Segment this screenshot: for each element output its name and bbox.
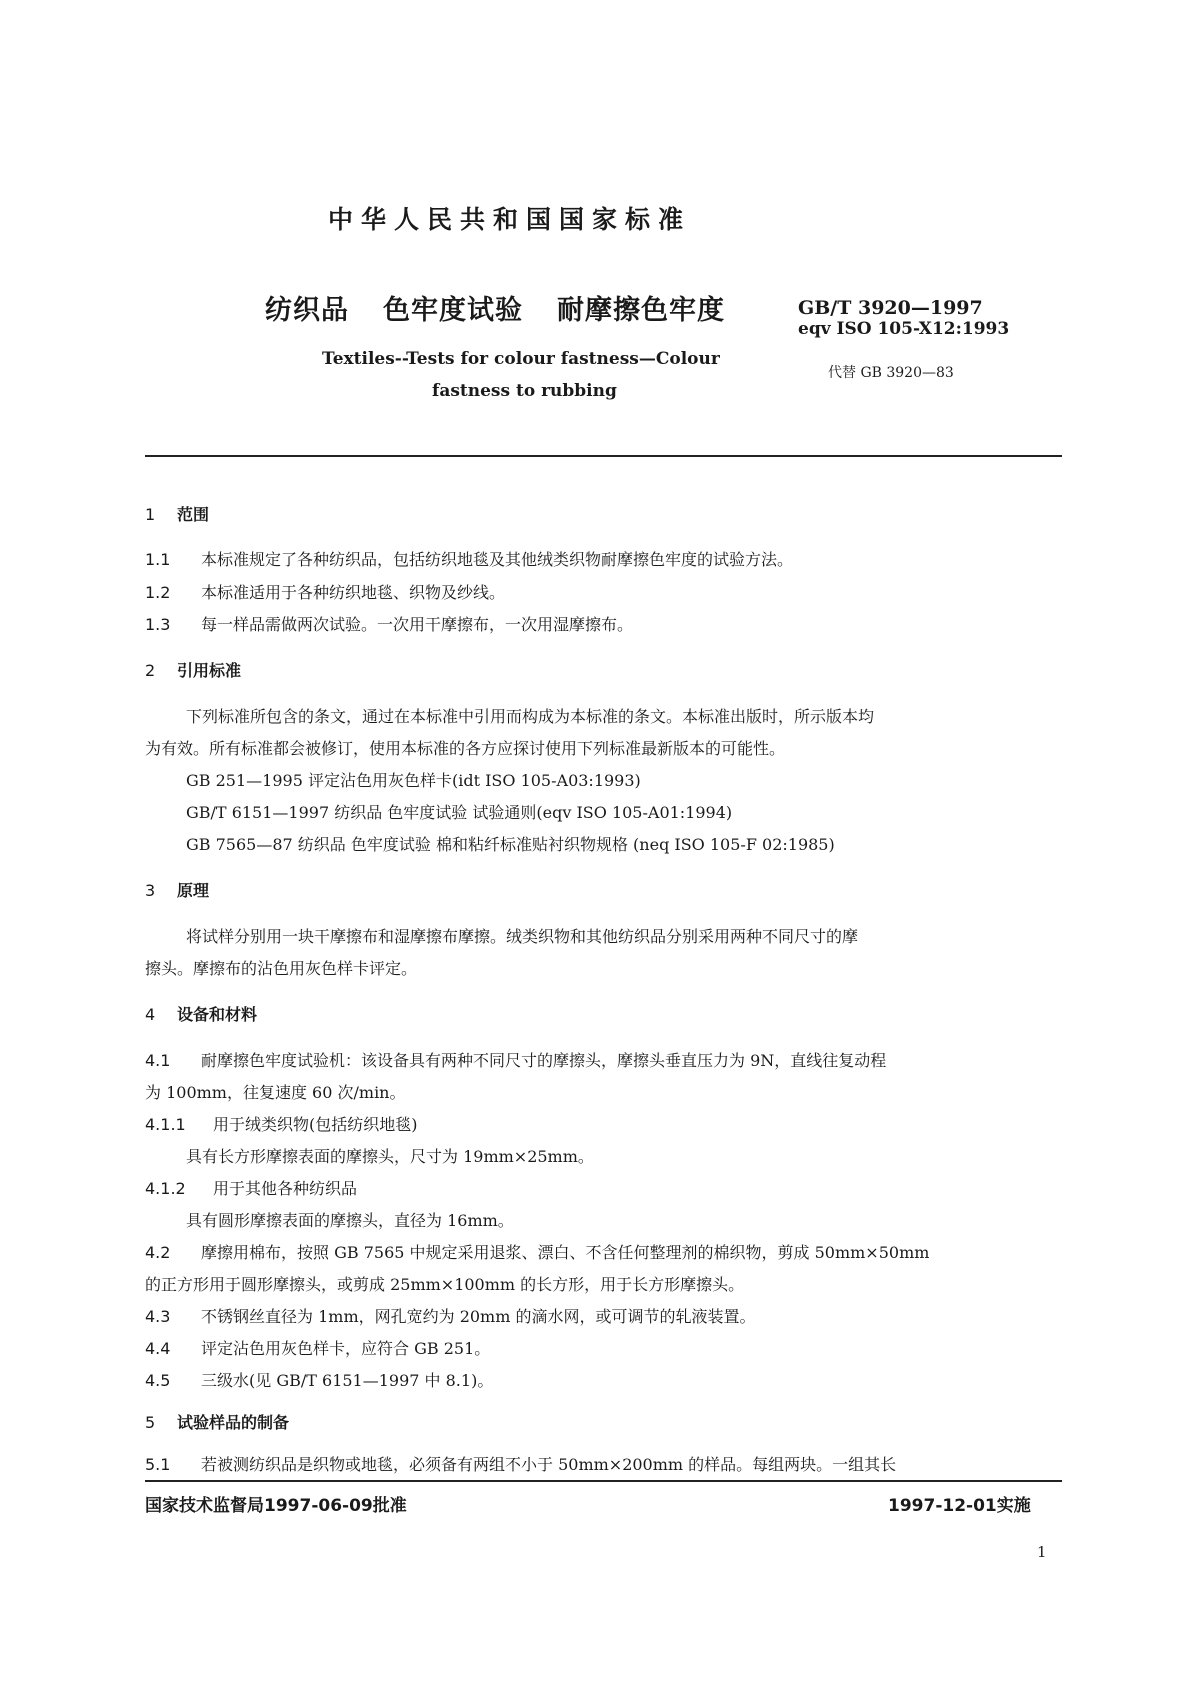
header-divider bbox=[145, 455, 1062, 457]
clause-4-2 bbox=[145, 1240, 929, 1263]
reference-gbt6151: GB/T 6151—1997 纺织品 色牢度试验 试验通则(eqv ISO 105-A01:1994) bbox=[186, 803, 733, 822]
clause-number: 5.1 bbox=[145, 1455, 171, 1474]
clause-text: 不锈钢丝直径为 1mm，网孔宽约为 20mm 的滴水网，或可调节的轧液装置。 bbox=[201, 1307, 756, 1326]
reference-gb7565: GB 7565—87 纺织品 色牢度试验 棉和粘纤标准贴衬织物规格 (neq ISO 105-F 02:1985) bbox=[186, 835, 835, 854]
clause-4-1-2 bbox=[145, 1176, 357, 1199]
national-standard-title: 中华人民共和国国家标准 bbox=[328, 205, 692, 234]
page-number: 1 bbox=[1037, 1543, 1047, 1561]
clause-text: 若被测纺织品是织物或地毯，必须备有两组不小于 50mm×200mm 的样品。每组两块。一组其长 bbox=[201, 1455, 897, 1474]
footer-divider bbox=[145, 1480, 1062, 1482]
section-4-heading bbox=[145, 1002, 257, 1025]
clause-text: 用于其他各种纺织品 bbox=[213, 1179, 358, 1198]
clause-text: 每一样品需做两次试验。一次用干摩擦布，一次用湿摩擦布。 bbox=[201, 615, 634, 634]
clause-number: 4.1.2 bbox=[145, 1179, 186, 1198]
section-number: 1 bbox=[145, 505, 156, 524]
clause-4-3 bbox=[145, 1304, 756, 1327]
clause-4-1-2-body: 具有圆形摩擦表面的摩擦头，直径为 16mm。 bbox=[186, 1211, 514, 1230]
clause-4-5 bbox=[145, 1368, 493, 1391]
clause-text: 耐摩擦色牢度试验机：该设备具有两种不同尺寸的摩擦头，摩擦头垂直压力为 9N，直线往复动程 bbox=[201, 1051, 887, 1070]
clause-4-2-continuation: 的正方形用于圆形摩擦头，或剪成 25mm×100mm 的长方形，用于长方形摩擦头。 bbox=[145, 1275, 745, 1294]
clause-number: 1.1 bbox=[145, 550, 171, 569]
clause-text: 用于绒类织物(包括纺织地毯) bbox=[213, 1115, 418, 1134]
clause-number: 1.3 bbox=[145, 615, 171, 634]
section-title: 原理 bbox=[177, 881, 210, 900]
chinese-title bbox=[265, 288, 725, 327]
paragraph-2-line2: 为有效。所有标准都会被修订，使用本标准的各方应探讨使用下列标准最新版本的可能性。 bbox=[145, 739, 786, 758]
equivalent-code: eqv ISO 105-X12:1993 bbox=[798, 319, 1010, 339]
clause-text: 本标准适用于各种纺织地毯、织物及纱线。 bbox=[201, 583, 506, 602]
section-3-heading bbox=[145, 878, 209, 901]
clause-4-1-1-body: 具有长方形摩擦表面的摩擦头，尺寸为 19mm×25mm。 bbox=[186, 1147, 594, 1166]
clause-5-1 bbox=[145, 1452, 896, 1475]
paragraph-3-line2: 擦头。摩擦布的沾色用灰色样卡评定。 bbox=[145, 959, 418, 978]
clause-1-1 bbox=[145, 547, 793, 570]
section-number: 4 bbox=[145, 1005, 156, 1024]
approval-date: 国家技术监督局1997-06-09批准 bbox=[145, 1496, 407, 1516]
title-part-textiles: 纺织品 bbox=[265, 295, 349, 326]
clause-number: 4.1 bbox=[145, 1051, 171, 1070]
section-1-heading bbox=[145, 502, 209, 525]
clause-1-3 bbox=[145, 612, 633, 635]
section-number: 2 bbox=[145, 661, 156, 680]
section-number: 5 bbox=[145, 1413, 156, 1432]
title-part-colour-fastness-test: 色牢度试验 bbox=[383, 295, 523, 326]
clause-1-2 bbox=[145, 580, 505, 603]
clause-4-4 bbox=[145, 1336, 490, 1359]
clause-4-1 bbox=[145, 1048, 886, 1071]
section-title: 引用标准 bbox=[177, 661, 242, 680]
clause-number: 4.4 bbox=[145, 1339, 171, 1358]
clause-text: 评定沾色用灰色样卡，应符合 GB 251。 bbox=[201, 1339, 491, 1358]
clause-number: 4.5 bbox=[145, 1371, 171, 1390]
clause-text: 摩擦用棉布，按照 GB 7565 中规定采用退浆、漂白、不含任何整理剂的棉织物，剪成 50mm×50mm bbox=[201, 1243, 930, 1262]
section-title: 范围 bbox=[177, 505, 210, 524]
section-5-heading bbox=[145, 1410, 289, 1433]
clause-number: 4.1.1 bbox=[145, 1115, 186, 1134]
clause-number: 4.3 bbox=[145, 1307, 171, 1326]
standard-code: GB/T 3920—1997 bbox=[798, 297, 983, 319]
section-title: 试验样品的制备 bbox=[177, 1413, 290, 1432]
title-part-rubbing-fastness: 耐摩擦色牢度 bbox=[557, 295, 725, 326]
clause-text: 本标准规定了各种纺织品，包括纺织地毯及其他绒类织物耐摩擦色牢度的试验方法。 bbox=[201, 550, 794, 569]
reference-gb251: GB 251—1995 评定沾色用灰色样卡(idt ISO 105-A03:1993) bbox=[186, 771, 641, 790]
clause-4-1-continuation: 为 100mm，往复速度 60 次/min。 bbox=[145, 1083, 406, 1102]
paragraph-3-line1: 将试样分别用一块干摩擦布和湿摩擦布摩擦。绒类织物和其他纺织品分别采用两种不同尺寸的摩 bbox=[186, 927, 859, 946]
section-2-heading bbox=[145, 658, 241, 681]
paragraph-2-line1: 下列标准所包含的条文，通过在本标准中引用而构成为本标准的条文。本标准出版时，所示版本均 bbox=[186, 707, 875, 726]
section-title: 设备和材料 bbox=[177, 1005, 258, 1024]
english-title-line2: fastness to rubbing bbox=[432, 381, 617, 401]
clause-number: 1.2 bbox=[145, 583, 171, 602]
implementation-date: 1997-12-01实施 bbox=[888, 1496, 1031, 1516]
clause-4-1-1 bbox=[145, 1112, 418, 1135]
replaces-note: 代替 GB 3920—83 bbox=[828, 365, 954, 381]
english-title-line1: Textiles--Tests for colour fastness—Colour bbox=[322, 349, 720, 369]
clause-number: 4.2 bbox=[145, 1243, 171, 1262]
clause-text: 三级水(见 GB/T 6151—1997 中 8.1)。 bbox=[201, 1371, 494, 1390]
section-number: 3 bbox=[145, 881, 156, 900]
